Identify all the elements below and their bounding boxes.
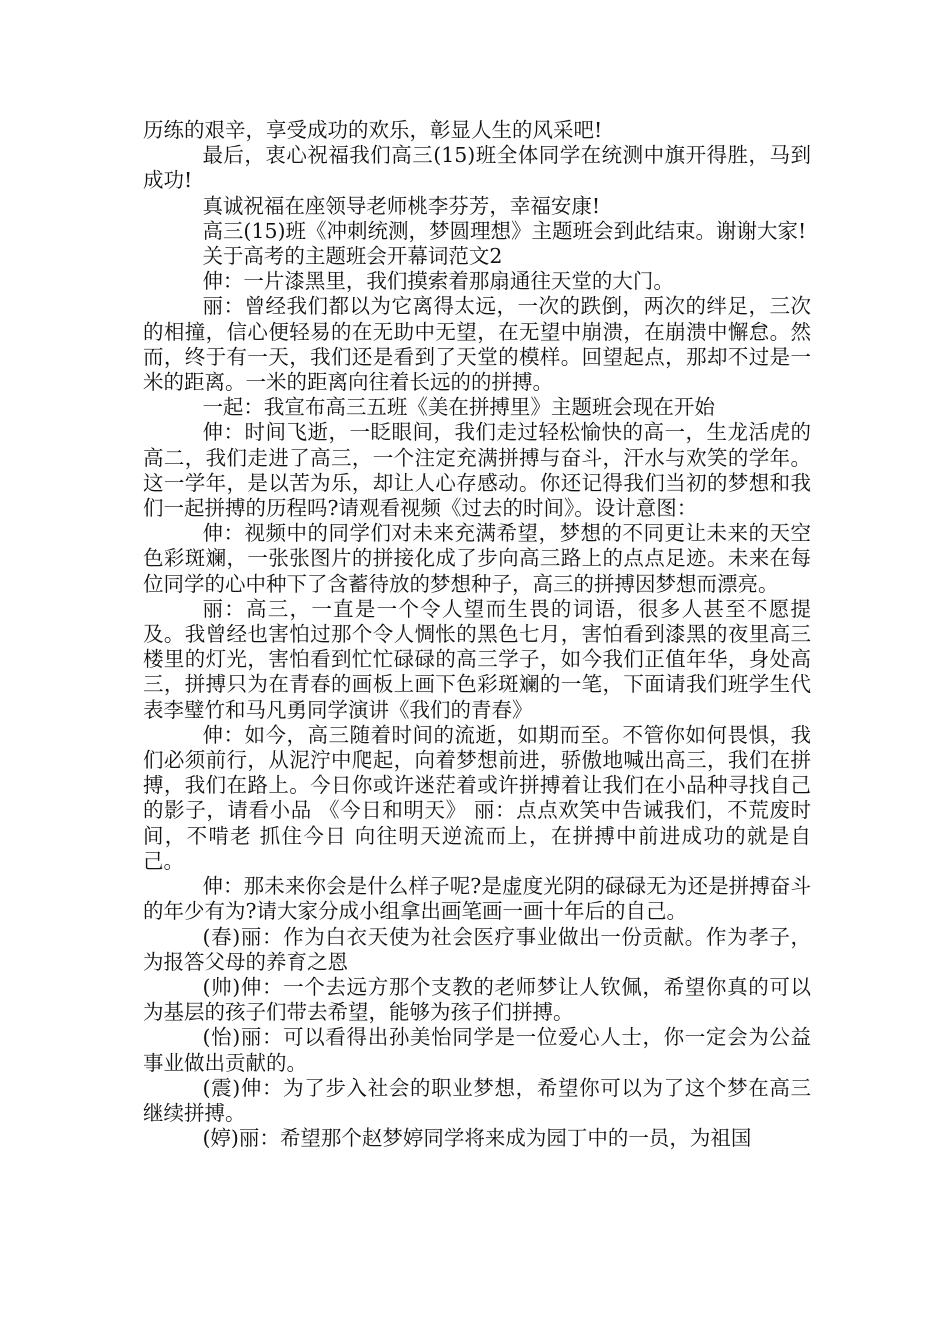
paragraph-meeting-end: 高三(15)班《冲刺统测，梦圆理想》主题班会到此结束。谢谢大家! [202,218,807,243]
document-page [143,118,811,1151]
paragraph-dialogue: (震)伸：为了步入社会的职业梦想，希望你可以为了这个梦在高三继续拼搏。 [143,1075,811,1125]
section-heading: 关于高考的主题班会开幕词范文2 [202,244,503,269]
paragraph-dialogue: 伸：一片漆黑里，我们摸索着那扇通往天堂的大门。 [202,269,674,294]
paragraph-dialogue: 伸：时间飞逝，一眨眼间，我们走过轻松愉快的高一，生龙活虎的高二，我们走进了高三，一个注定充满拼搏与奋斗，汗水与欢笑的学年。这一学年，是以苦为乐，却让人心存感动。你还记得我们当初的梦想和我们一起拼搏的历程吗?请观看视频《过去的时间》。设计意图： [143,420,811,521]
paragraph-dialogue: 丽：高三，一直是一个令人望而生畏的词语，很多人甚至不愿提及。我曾经也害怕过那个令人惆怅的黑色七月，害怕看到漆黑的夜里高三楼里的灯光，害怕看到忙忙碌碌的高三学子，如今我们正值年华，身处高三，拼搏只为在青春的画板上画下色彩斑斓的一笔，下面请我们班学生代表李璧竹和马凡勇同学演讲《我们的青春》 [143,596,811,722]
paragraph-dialogue: 一起：我宣布高三五班《美在拼搏里》主题班会现在开始 [202,395,715,420]
paragraph-dialogue: (怡)丽：可以看得出孙美怡同学是一位爱心人士，你一定会为公益事业做出贡献的。 [143,1025,811,1075]
paragraph-dialogue: 伸：那未来你会是什么样子呢?是虚度光阴的碌碌无为还是拼搏奋斗的年少有为?请大家分成小组拿出画笔画一画十年后的自己。 [143,874,811,924]
paragraph-dialogue: (婷)丽：希望那个赵梦婷同学将来成为园丁中的一员，为祖国 [202,1126,752,1151]
paragraph-closing-line: 历练的艰辛，享受成功的欢乐，彰显人生的风采吧! [143,118,603,142]
paragraph-dialogue: 丽：曾经我们都以为它离得太远，一次的跌倒，两次的绊足，三次的相撞，信心便轻易的在无助中无望，在无望中崩溃，在崩溃中懈怠。然而，终于有一天，我们还是看到了天堂的模样。回望起点，那却不过是一米的距离。一米的距离向往着长远的的拼搏。 [143,294,811,395]
paragraph-final-wishes: 最后，衷心祝福我们高三(15)班全体同学在统测中旗开得胜，马到成功! [143,143,811,193]
paragraph-dialogue: (帅)伸：一个去远方那个支教的老师梦让人钦佩，希望你真的可以为基层的孩子们带去希望，能够为孩子们拼搏。 [143,974,811,1025]
paragraph-dialogue: 伸：视频中的同学们对未来充满希望，梦想的不同更让未来的天空色彩斑斓，一张张图片的拼接化成了步向高三路上的点点足迹。未来在每位同学的心中种下了含蓄待放的梦想种子，高三的拼搏因梦想而漂亮。 [143,521,811,596]
paragraph-dialogue: 伸：如今，高三随着时间的流逝，如期而至。不管你如何畏惧，我们必须前行，从泥泞中爬起，向着梦想前进，骄傲地喊出高三，我们在拼搏，我们在路上。今日你或许迷茫着或许拼搏着让我们在小品种寻找自己的影子，请看小品 《今日和明天》 丽：点点欢笑中告诫我们，不荒废时间，不啃老 抓住今日 向往明天逆流而上，在拼搏中前进成功的就是自己。 [143,722,811,873]
paragraph-teacher-wishes: 真诚祝福在座领导老师桃李芬芳，幸福安康! [202,193,601,218]
paragraph-dialogue: (春)丽：作为白衣天使为社会医疗事业做出一份贡献。作为孝子，为报答父母的养育之恩 [143,924,811,974]
